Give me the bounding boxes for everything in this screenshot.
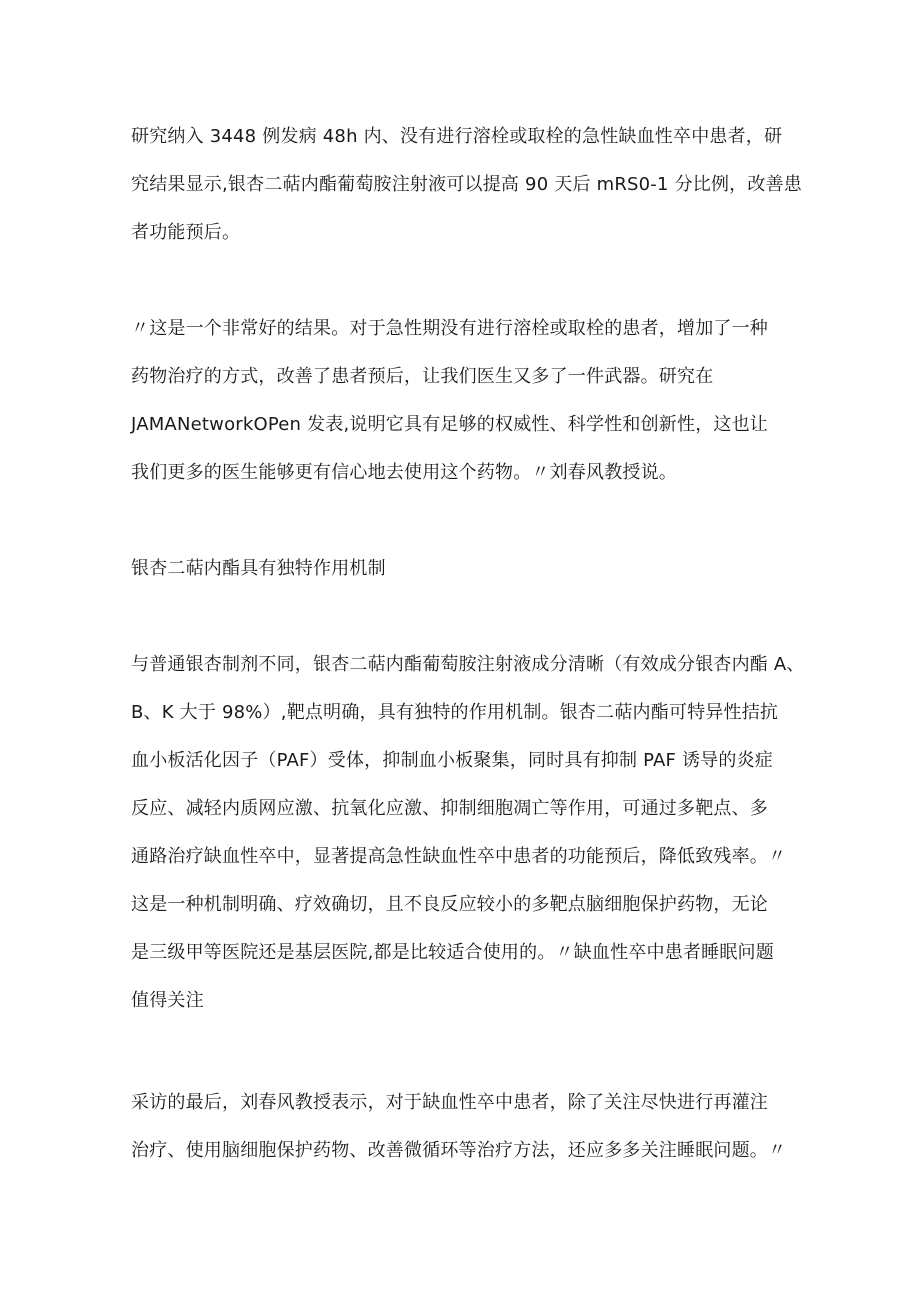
paragraph-3-line-2: B、K 大于 98%）,靶点明确，具有独特的作用机制。银杏二萜内酯可特异性拮抗: [131, 702, 779, 723]
paragraph-2-line-4: 我们更多的医生能够更有信心地去使用这个药物。〃刘春风教授说。: [131, 462, 677, 483]
paragraph-1-line-1: 研究纳入 3448 例发病 48h 内、没有进行溶栓或取栓的急性缺血性卒中患者，研: [131, 126, 783, 147]
paragraph-3-line-1: 与普通银杏制剂不同，银杏二萜内酯葡萄胺注射液成分清晰（有效成分银杏内酯 A、: [131, 654, 805, 675]
paragraph-2-line-1: 〃这是一个非常好的结果。对于急性期没有进行溶栓或取栓的患者，增加了一种: [131, 318, 768, 339]
paragraph-3-line-7: 是三级甲等医院还是基层医院,都是比较适合使用的。〃缺血性卒中患者睡眠问题: [131, 942, 774, 963]
paragraph-4-line-2: 治疗、使用脑细胞保护药物、改善微循环等治疗方法，还应多多关注睡眠问题。〃: [131, 1140, 787, 1161]
paragraph-4-line-1: 采访的最后，刘春风教授表示，对于缺血性卒中患者，除了关注尽快进行再灌注: [131, 1092, 768, 1113]
paragraph-1-line-3: 者功能预后。: [131, 222, 241, 243]
paragraph-3-line-4: 反应、减轻内质网应激、抗氧化应激、抑制细胞凋亡等作用，可通过多靶点、多: [131, 798, 768, 819]
paragraph-3-line-8: 值得关注: [131, 990, 204, 1011]
section-heading: 银杏二萜内酯具有独特作用机制: [131, 558, 386, 579]
paragraph-3-line-5: 通路治疗缺血性卒中，显著提高急性缺血性卒中患者的功能预后，降低致残率。〃: [131, 846, 787, 867]
paragraph-2-line-3: JAMANetworkOPen 发表,说明它具有足够的权威性、科学性和创新性，这也让: [131, 414, 769, 435]
paragraph-3-line-6: 这是一种机制明确、疗效确切，且不良反应较小的多靶点脑细胞保护药物，无论: [131, 894, 768, 915]
paragraph-3-line-3: 血小板活化因子（PAF）受体，抑制血小板聚集，同时具有抑制 PAF 诱导的炎症: [131, 750, 773, 771]
paragraph-2-line-2: 药物治疗的方式，改善了患者预后，让我们医生又多了一件武器。研究在: [131, 366, 714, 387]
paragraph-1-line-2: 究结果显示,银杏二萜内酯葡萄胺注射液可以提高 90 天后 mRS0-1 分比例，改善患: [131, 174, 802, 195]
